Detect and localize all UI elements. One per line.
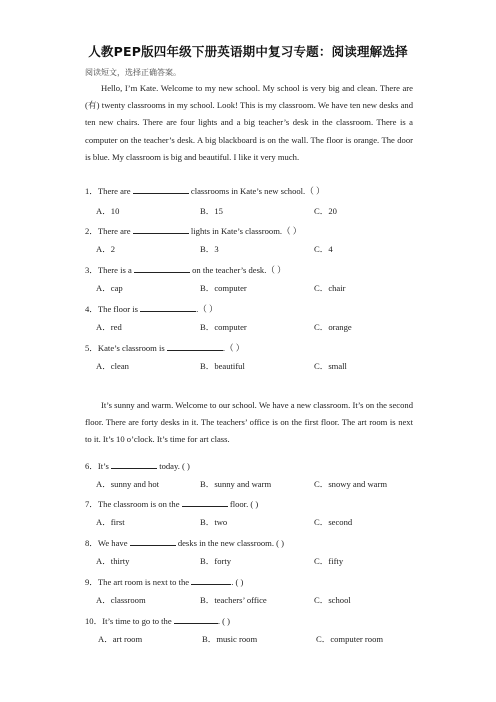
question-number: 6． xyxy=(85,461,98,471)
question-6 xyxy=(85,459,415,472)
option-a: A．10 xyxy=(96,206,120,216)
question-stem-after: . ( ) xyxy=(231,577,244,587)
option-c: C．computer room xyxy=(316,634,384,644)
document-title: 人教PEP版四年级下册英语期中复习专题：阅读理解选择 xyxy=(88,44,408,59)
option-b: B．beautiful xyxy=(200,361,245,371)
question-9 xyxy=(85,575,415,588)
question-stem-before: The art room is next to the xyxy=(97,577,192,587)
question-stem-before: The floor is xyxy=(97,304,141,314)
passage-2-text: It’s sunny and warm. Welcome to our school. We have a new classroom. It’s on the second floor. There are forty desks in it. The teachers’ office is on the first floor. The art room is next to it. It’s 10 o’clock. It’s time for art class. xyxy=(85,400,413,445)
question-2 xyxy=(85,224,415,237)
question-stem-before: It’s time to go to the xyxy=(102,616,174,626)
question-stem-after: .（ ） xyxy=(196,304,218,314)
option-a: A．clean xyxy=(96,361,129,371)
option-c: C．20 xyxy=(314,206,337,216)
option-a: A．sunny and hot xyxy=(96,479,160,489)
question-stem-before: There are xyxy=(97,186,133,196)
question-stem-after: today. ( ) xyxy=(157,461,190,471)
instruction-text: 阅读短文，选择正确答案。 xyxy=(85,68,181,77)
answer-blank xyxy=(191,575,231,585)
question-3 xyxy=(85,263,415,276)
option-b: B．music room xyxy=(202,634,258,644)
question-5 xyxy=(85,341,415,354)
option-c: C．school xyxy=(314,595,351,605)
question-4 xyxy=(85,302,415,315)
question-stem-after: lights in Kate’s classroom.（ ） xyxy=(188,226,302,236)
option-a: A．classroom xyxy=(96,595,146,605)
option-a: A．red xyxy=(96,322,122,332)
question-number: 4． xyxy=(85,304,98,314)
answer-blank xyxy=(140,302,196,312)
question-number: 8． xyxy=(85,538,98,548)
option-c: C．second xyxy=(314,517,353,527)
answer-blank xyxy=(111,459,157,469)
answer-blank xyxy=(174,614,218,624)
option-c: C．orange xyxy=(314,322,352,332)
question-number: 2． xyxy=(85,226,98,236)
option-c: C．small xyxy=(314,361,347,371)
option-a: A．cap xyxy=(96,283,123,293)
option-b: B．sunny and warm xyxy=(200,479,272,489)
option-a: A．first xyxy=(96,517,125,527)
answer-blank xyxy=(167,341,223,351)
question-number: 3． xyxy=(85,265,98,275)
option-b: B．two xyxy=(200,517,228,527)
option-b: B．15 xyxy=(200,206,223,216)
question-stem-after: . ( ) xyxy=(217,616,230,626)
question-8 xyxy=(85,536,415,549)
option-a: A．2 xyxy=(96,244,116,254)
question-stem-before: Kate’s classroom is xyxy=(97,343,167,353)
option-c: C．fifty xyxy=(314,556,344,566)
option-b: B．forty xyxy=(200,556,232,566)
option-a: A．art room xyxy=(98,634,143,644)
question-stem-before: The classroom is on the xyxy=(97,499,182,509)
question-7 xyxy=(85,497,415,510)
question-stem-before: It’s xyxy=(97,461,112,471)
answer-blank xyxy=(133,184,189,194)
option-c: C．snowy and warm xyxy=(314,479,388,489)
question-number: 5． xyxy=(85,343,98,353)
answer-blank xyxy=(182,497,228,507)
question-stem-after: desks in the new classroom. ( ) xyxy=(175,538,285,548)
question-number: 1． xyxy=(85,186,98,196)
answer-blank xyxy=(134,263,190,273)
answer-blank xyxy=(133,224,189,234)
passage-2 xyxy=(85,397,413,449)
question-stem-after: .（ ） xyxy=(222,343,245,353)
passage-1 xyxy=(85,80,413,166)
question-stem-before: There are xyxy=(97,226,133,236)
question-1 xyxy=(85,184,415,197)
question-stem-after: classrooms in Kate’s new school.（ ） xyxy=(188,186,325,196)
question-stem-before: There is a xyxy=(97,265,134,275)
option-c: C．4 xyxy=(314,244,333,254)
question-10 xyxy=(85,614,415,627)
question-number: 7． xyxy=(85,499,98,509)
option-b: B．computer xyxy=(200,283,247,293)
question-number: 9． xyxy=(85,577,98,587)
question-number: 10． xyxy=(85,616,103,626)
passage-1-text: Hello, I’m Kate. Welcome to my new school. My school is very big and clean. There are (有) twenty classrooms in my school. Look! This is my classroom. We have ten new desks and ten new chairs. There are four lights and a big teacher’s desk in the classroom. There is a computer on the teacher’s desk. A big blackboard is on the wall. The floor is orange. The door is blue. My classroom is big and beautiful. I like it very much. xyxy=(85,83,413,162)
option-a: A．thirty xyxy=(96,556,130,566)
question-stem-before: We have xyxy=(97,538,130,548)
option-b: B．3 xyxy=(200,244,219,254)
option-b: B．computer xyxy=(200,322,247,332)
question-stem-after: floor. ( ) xyxy=(227,499,259,509)
option-b: B．teachers’ office xyxy=(200,595,267,605)
question-stem-after: on the teacher’s desk.（ ） xyxy=(189,265,286,275)
option-c: C．chair xyxy=(314,283,346,293)
answer-blank xyxy=(130,536,176,546)
